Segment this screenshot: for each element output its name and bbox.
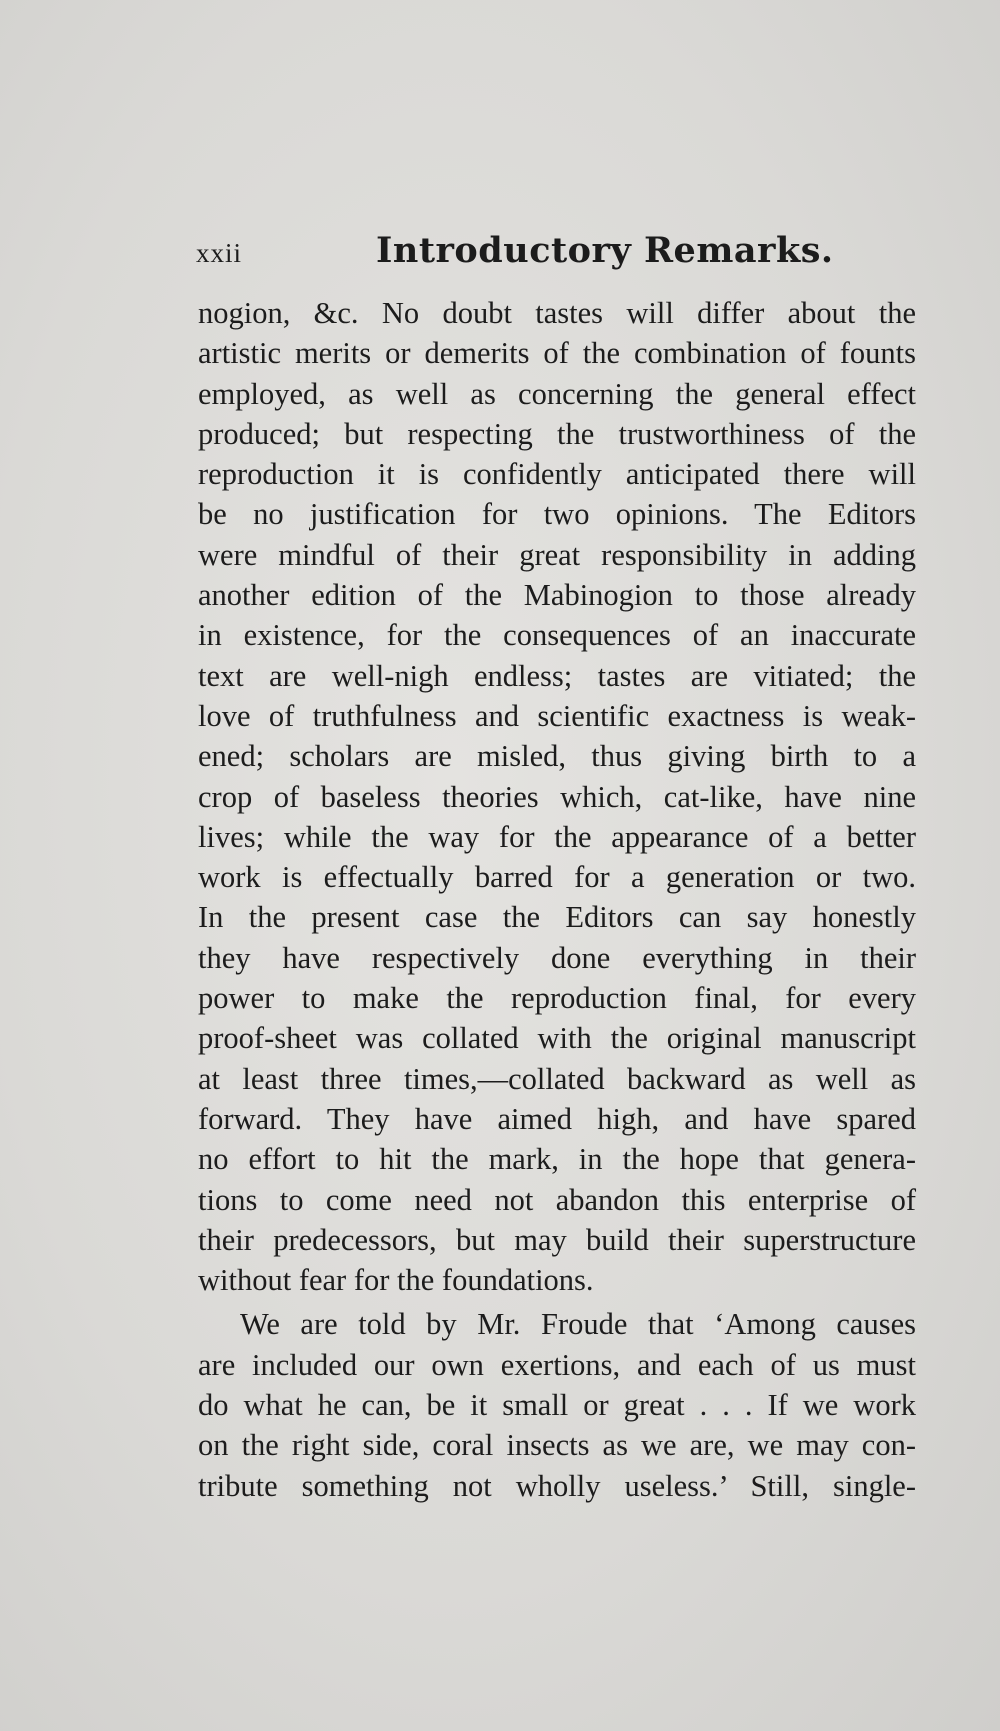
text-line: work is effectually barred for a generation or two.: [198, 860, 916, 895]
text-line: were mindful of their great responsibility in adding: [198, 537, 916, 572]
body-text: [198, 293, 916, 1506]
text-line: employed, as well as concerning the general effect: [198, 376, 916, 411]
text-line: at least three times,—collated backward as well as: [198, 1061, 916, 1096]
running-head: [196, 232, 916, 272]
text-line: without fear for the foundations.: [198, 1263, 594, 1298]
text-line: ened; scholars are misled, thus giving birth to a: [198, 739, 916, 774]
paragraph: [198, 1304, 916, 1505]
text-line: We are told by Mr. Froude that ‘Among causes: [240, 1307, 916, 1342]
text-line: in existence, for the consequences of an inaccurate: [198, 618, 916, 653]
text-line: on the right side, coral insects as we are, we may con-: [198, 1428, 916, 1463]
text-line: they have respectively done everything in their: [198, 940, 916, 975]
text-line: tions to come need not abandon this enterprise of: [198, 1182, 916, 1217]
text-line: their predecessors, but may build their superstructure: [198, 1222, 916, 1257]
text-line: artistic merits or demerits of the combination of founts: [198, 336, 916, 371]
running-head-title: Introductory Remarks.: [376, 230, 834, 271]
text-line: produced; but respecting the trustworthiness of the: [198, 416, 916, 451]
text-line: In the present case the Editors can say honestly: [198, 900, 916, 935]
text-line: love of truthfulness and scientific exactness is weak-: [198, 698, 916, 733]
text-line: do what he can, be it small or great . . . If we work: [198, 1388, 916, 1423]
text-line: tribute something not wholly useless.’ Still, single-: [198, 1468, 916, 1503]
paragraph: [198, 293, 916, 1300]
text-line: lives; while the way for the appearance of a better: [198, 819, 916, 854]
text-line: another edition of the Mabinogion to those already: [198, 578, 916, 613]
text-line: power to make the reproduction final, for every: [198, 981, 916, 1016]
text-line: are included our own exertions, and each of us must: [198, 1347, 916, 1382]
text-line: text are well-nigh endless; tastes are vitiated; the: [198, 658, 916, 693]
text-line: no effort to hit the mark, in the hope that genera-: [198, 1142, 916, 1177]
text-line: reproduction it is confidently anticipated there will: [198, 457, 916, 492]
text-line: forward. They have aimed high, and have spared: [198, 1101, 916, 1136]
text-line: proof-sheet was collated with the original manuscript: [198, 1021, 916, 1056]
text-line: be no justification for two opinions. The Editors: [198, 497, 916, 532]
page-number: xxii: [196, 238, 243, 268]
text-line: crop of baseless theories which, cat-like, have nine: [198, 779, 916, 814]
text-line: nogion, &c. No doubt tastes will differ about the: [198, 296, 916, 330]
